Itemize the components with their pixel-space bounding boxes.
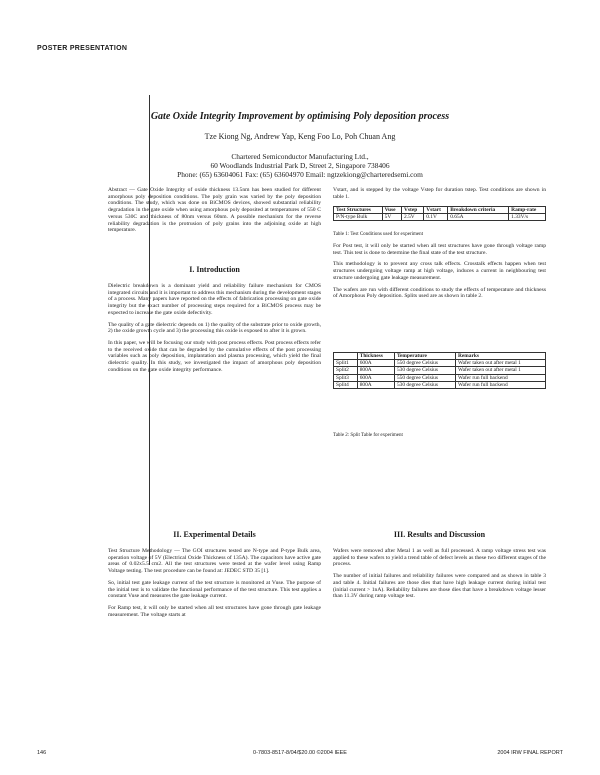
experimental-paragraph: Test Structure Methodology — The GOI structures tested are N-type and P-type Bulk area, operation voltage of 5V (Electrical Oxide Thickness of 135A). The capacitors have active gate areas of 0.02x5.5 cm2. All the test structures were tested at the wafer level using Ramp Voltage testing. The test procedure can be found at: JEDEC STD 35 [1]. [108, 548, 321, 575]
table-test-conditions [333, 206, 546, 221]
intro-paragraph: In this paper, we will be focusing our study with post process effects. Post process effects refer to the received oxide that can be degraded by the cumulative effects of the post processing variables such as poly deposition, implantation and plasma processing, which yield the final dielectric quality. In this study, we investigated the impact of amorphous poly deposition conditions on the gate oxide integrity performance. [108, 339, 321, 373]
abstract: Abstract — Gate Oxide Integrity of oxide thickness 13.5nm has been studied for different amorphous poly deposition conditions. The poly grain was varied by the poly deposition conditions. The study, which was done on BiCMOS devices, showed substantial reliability degradation in the gate oxide when using amorphous poly deposited at temperatures of 550 C versus 530C and thickness of 80nm versus 60nm. A possible mechanism for the reverse reliability degradation is the protrusion of poly grains into the adjoining oxide at high temperature. [108, 187, 321, 234]
table-cell: 550 degree Celsius [394, 360, 455, 367]
poster-header: POSTER PRESENTATION [37, 45, 128, 52]
results-body [333, 548, 546, 605]
section-experimental-heading: II. Experimental Details [173, 530, 256, 539]
table-row [334, 214, 546, 221]
results-paragraph: Wafers were removed after Metal 1 as well as full processed. A ramp voltage stress test was applied to these wafers to yield a trend table of defect levels as these two different stages of the process. [333, 548, 547, 568]
crosstalk-paragraph: This methodology is to prevent any cross talk effects. Crosstalk effects happen when test structures undergoing voltage ramp at high voltage, induces a current in neighbouring test structure undergoing gate leakage measurement. [333, 261, 546, 281]
table-header-cell: Ramp-rate [509, 207, 546, 214]
table-header-cell: Remarks [455, 353, 545, 360]
table-header-cell: Thickness [357, 353, 394, 360]
table-cell: 530 degree Celsius [394, 367, 455, 374]
table-cell: 0.1V [424, 214, 448, 221]
table-row [334, 374, 546, 381]
table-cell: 0.65A [448, 214, 509, 221]
experimental-paragraph: For Ramp test, it will only be started when all test structures have gone through gate leakage measurement. The voltage starts at [108, 604, 321, 618]
post-test-paragraph: For Post test, it will only be started when all test structures have gone through voltage ramp test. This test is done to determine the final state of the test structure. [333, 243, 546, 256]
intro-paragraph: The quality of a gate dielectric depends on 1) the quality of the substrate prior to oxide growth, 2) the oxide growth cycle and 3) the processing this oxide is exposed to after it is grown. [108, 321, 321, 335]
splits-paragraph: The wafers are run with different conditions to study the effects of temperature and thickness of Amorphous Poly deposition. Splits used are as shown in table 2. [333, 286, 546, 300]
table-row [334, 381, 546, 388]
table-cell: Split2 [334, 367, 358, 374]
table-cell: 1.33V/s [509, 214, 546, 221]
experimental-body [108, 548, 321, 623]
isbn-copyright: 0-7803-8517-8/04/$20.00 ©2004 IEEE [253, 750, 347, 756]
paper-title: Gate Oxide Integrity Improvement by optimising Poly deposition process [150, 111, 450, 122]
left-column [108, 187, 321, 239]
intro-paragraph: Dielectric breakdown is a dominant yield and reliability failure mechanism for CMOS integrated circuits and it is important to address this mechanism during the development stages of a process. Many papers have reported on the effects of fabrication processing on gate oxide integrity but the exact number of processing steps required for a BiCMOS process may be expected to increase the gate oxide defectivity. [108, 283, 321, 316]
table-header-cell: Vstep [402, 207, 424, 214]
affiliation-contact: Phone: (65) 63604061 Fax: (65) 63604970 Email: ngtzekiong@charteredsemi.com [177, 170, 423, 179]
right-column-intro [333, 187, 546, 205]
right-column-methodology [333, 243, 546, 305]
table-cell: 550 degree Celsius [394, 374, 455, 381]
table-2-caption: Table 2: Split Table for experiment [333, 433, 403, 438]
table-cell: 530 degree Celsius [394, 381, 455, 388]
results-paragraph: The number of initial failures and reliability failures were compared and as shown in table 3 and table 4. Initial failures are those dies that have high leakage current during initial test (initial current > 1nA). Reliability failures are those dies that have a breakdown voltage lesser than 11.3V during ramp voltage test. [333, 573, 546, 600]
table-header-cell [334, 353, 358, 360]
introduction-body [108, 283, 321, 378]
table-1-caption: Table 1: Test Conditions used for experiment [333, 232, 424, 237]
conditions-paragraph: Vstart, and is stepped by the voltage Vstep for duration tstep. Test conditions are shown in table 1. [333, 187, 546, 200]
table-header-cell: Vuse [382, 207, 401, 214]
table-row [334, 367, 546, 374]
table-header-cell: Vstart [424, 207, 448, 214]
table-cell: P/N-type Bulk [334, 214, 383, 221]
table-cell: Wafer taken out after metal 1 [455, 367, 545, 374]
table-cell: 600A [357, 374, 394, 381]
table-cell: 5V [382, 214, 401, 221]
table-split [333, 352, 546, 389]
table-header-row [334, 353, 546, 360]
table-cell: Split4 [334, 381, 358, 388]
table-cell: Wafer run full backend [455, 381, 545, 388]
table-header-cell: Temperature [394, 353, 455, 360]
table-cell: Split3 [334, 374, 358, 381]
section-introduction-heading: I. Introduction [189, 265, 240, 274]
table-cell: 800A [357, 367, 394, 374]
page-number: 146 [37, 750, 47, 756]
table-header-row [334, 207, 546, 214]
table-cell: Wafer taken out after metal 1 [455, 360, 545, 367]
table-row [334, 360, 546, 367]
affiliation-line-1: Chartered Semiconductor Manufacturing Ltd., [231, 152, 369, 161]
table-cell: Wafer run full backend [455, 374, 545, 381]
table-header-cell: Test Structures [334, 207, 383, 214]
section-results-heading: III. Results and Discussion [393, 530, 486, 539]
experimental-paragraph: So, initial test gate leakage current of the test structure is monitored at Vuse. The purpose of the initial test is to validate the functional performance of the test structure. This test applies a constant Vuse and measures the gate leakage current. [108, 579, 321, 600]
author-list: Tze Kiong Ng, Andrew Yap, Keng Foo Lo, Poh Chuan Ang [204, 132, 396, 141]
report-name: 2004 IRW FINAL REPORT [497, 750, 563, 756]
affiliation-line-2: 60 Woodlands Industrial Park D, Street 2, Singapore 738406 [210, 161, 390, 170]
table-cell: 2.5V [402, 214, 424, 221]
table-header-cell: Breakdown criteria [448, 207, 509, 214]
table-cell: 800A [357, 381, 394, 388]
table-cell: Split1 [334, 360, 358, 367]
table-cell: 600A [357, 360, 394, 367]
